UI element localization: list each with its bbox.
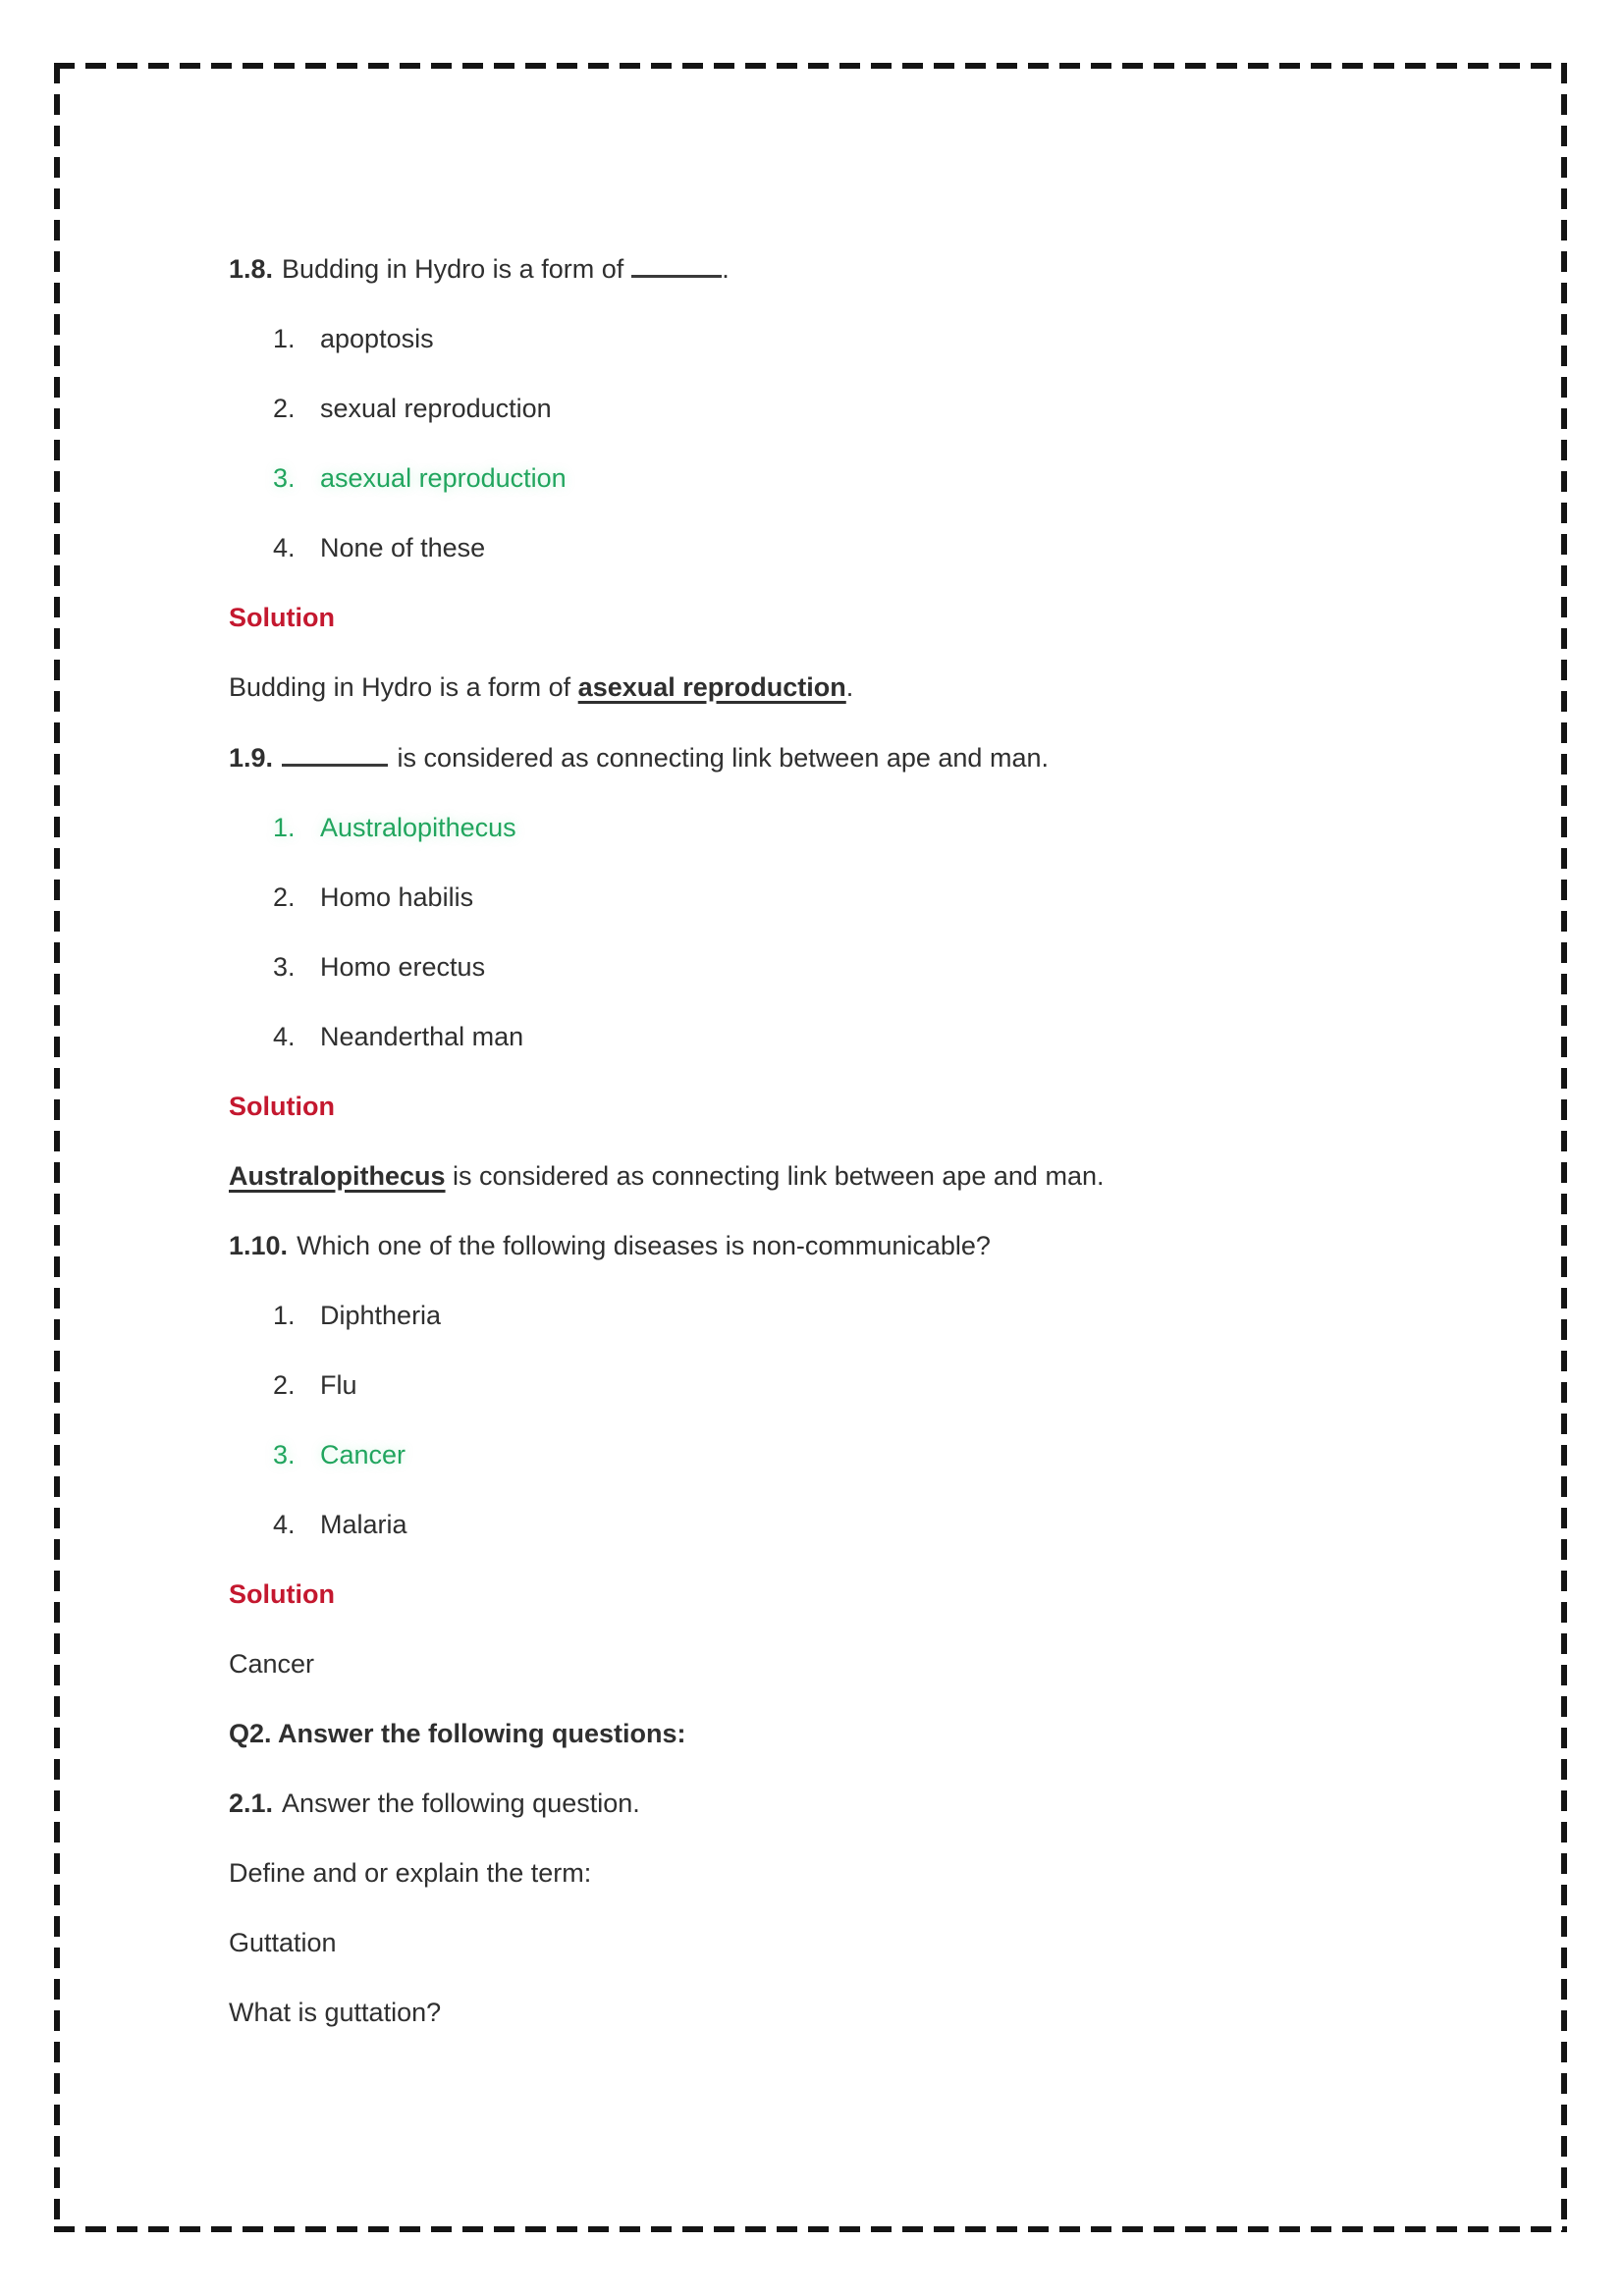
option-number: 1.	[273, 813, 296, 842]
option-1-9-4	[229, 1022, 1476, 1051]
question-text-suffix: .	[722, 254, 730, 284]
solution-suffix: .	[845, 672, 854, 702]
solution-text-1-10: Cancer	[229, 1649, 315, 1679]
question-number: 1.9.	[229, 743, 274, 773]
option-label: sexual reproduction	[320, 394, 552, 423]
option-1-8-2	[229, 394, 1476, 423]
option-label: Homo habilis	[320, 882, 474, 912]
option-number: 1.	[273, 1301, 296, 1330]
option-1-10-4	[229, 1510, 1476, 1539]
question-number: 2.1.	[229, 1789, 274, 1818]
option-1-8-1	[229, 324, 1476, 353]
solution-text-1-9	[229, 1161, 1476, 1191]
question-what-is-guttation: What is guttation?	[229, 1998, 442, 2027]
question-1-8	[229, 253, 1476, 284]
option-number: 4.	[273, 1510, 296, 1539]
solution-answer: asexual reproduction	[577, 672, 846, 702]
option-label: Homo erectus	[320, 952, 486, 982]
define-term-line: Define and or explain the term:	[229, 1858, 592, 1888]
option-number: 4.	[273, 1022, 296, 1051]
question-1-10	[229, 1231, 1476, 1260]
question-text: Which one of the following diseases is non-communicable?	[297, 1231, 991, 1260]
option-label: None of these	[320, 533, 486, 562]
option-number: 2.	[273, 882, 296, 912]
option-1-9-2	[229, 882, 1476, 912]
border-right	[1561, 63, 1567, 2232]
option-1-10-2	[229, 1370, 1476, 1400]
solution-prefix: Budding in Hydro is a form of	[229, 672, 578, 702]
option-number: 3.	[273, 463, 296, 493]
solution-answer: Australopithecus	[229, 1161, 446, 1191]
option-1-9-3	[229, 952, 1476, 982]
solution-heading-1-10: Solution	[229, 1579, 335, 1609]
solution-suffix: is considered as connecting link between ape and man.	[445, 1161, 1105, 1191]
question-text-suffix: is considered as connecting link between ape and man.	[390, 743, 1049, 773]
option-1-10-3-correct	[229, 1440, 1476, 1469]
option-label: Flu	[320, 1370, 357, 1400]
solution-text-1-8	[229, 672, 1476, 702]
border-top	[54, 63, 1567, 69]
solution-heading-1-8: Solution	[229, 603, 335, 632]
question-1-9	[229, 742, 1476, 773]
question-number: 1.8.	[229, 254, 274, 284]
border-bottom	[54, 2226, 1567, 2232]
question-2-1	[229, 1789, 1476, 1818]
option-number: 3.	[273, 1440, 296, 1469]
border-left	[54, 63, 60, 2232]
option-label: Diphtheria	[320, 1301, 442, 1330]
question-text: Budding in Hydro is a form of	[282, 254, 624, 284]
option-number: 2.	[273, 394, 296, 423]
option-1-8-3-correct	[229, 463, 1476, 493]
option-label: Neanderthal man	[320, 1022, 524, 1051]
option-label: Australopithecus	[320, 813, 516, 842]
option-number: 3.	[273, 952, 296, 982]
option-1-9-1-correct	[229, 813, 1476, 842]
blank-line	[282, 742, 388, 767]
solution-heading-1-9: Solution	[229, 1092, 335, 1121]
question-number: 1.10.	[229, 1231, 289, 1260]
option-number: 1.	[273, 324, 296, 353]
option-1-10-1	[229, 1301, 1476, 1330]
document-content	[229, 253, 1476, 2067]
option-label: Malaria	[320, 1510, 407, 1539]
option-label: asexual reproduction	[320, 463, 567, 493]
term-guttation: Guttation	[229, 1928, 337, 1957]
option-number: 2.	[273, 1370, 296, 1400]
option-label: Cancer	[320, 1440, 406, 1469]
blank-line	[631, 253, 722, 278]
section-q2-heading: Q2. Answer the following questions:	[229, 1719, 686, 1748]
option-label: apoptosis	[320, 324, 434, 353]
question-text: Answer the following question.	[282, 1789, 640, 1818]
option-number: 4.	[273, 533, 296, 562]
option-1-8-4	[229, 533, 1476, 562]
